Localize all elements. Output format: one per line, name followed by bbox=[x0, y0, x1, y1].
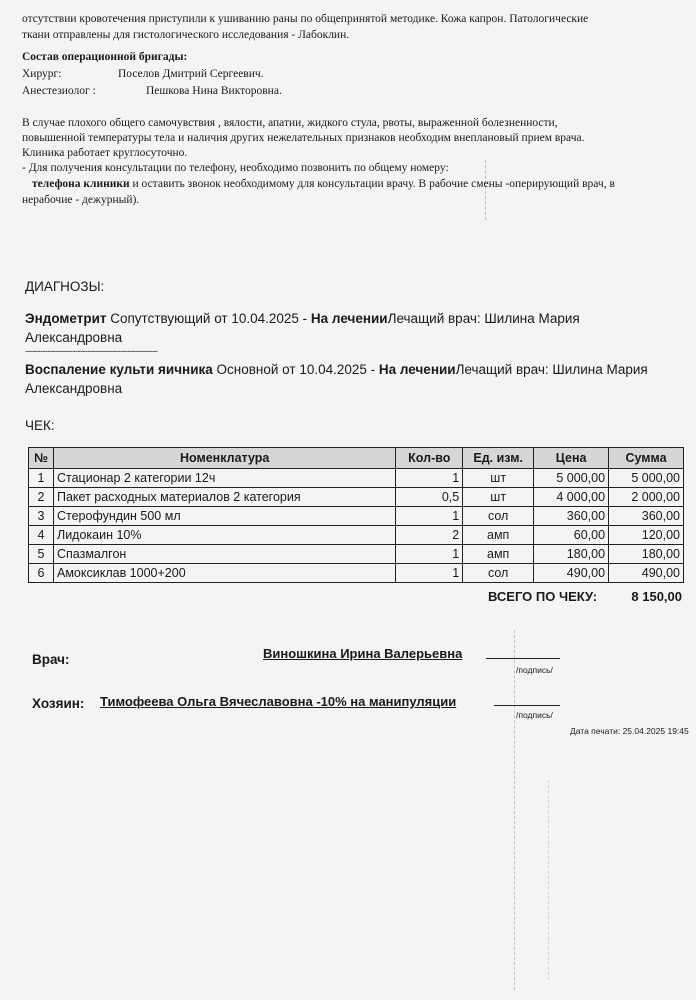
total-value: 8 150,00 bbox=[631, 589, 682, 604]
diagnosis-1-type: Сопутствующий от 10.04.2025 - bbox=[106, 311, 311, 326]
row-number: 5 bbox=[29, 545, 54, 564]
row-quantity: 1 bbox=[396, 545, 463, 564]
check-header-row bbox=[29, 448, 684, 469]
row-sum: 2 000,00 bbox=[609, 488, 684, 507]
col-sum: Сумма bbox=[609, 448, 684, 469]
diagnosis-separator: ----------------------------------------------------- bbox=[25, 346, 158, 356]
diagnosis-2 bbox=[25, 359, 648, 380]
col-price: Цена bbox=[534, 448, 609, 469]
table-row bbox=[29, 526, 684, 545]
row-price: 5 000,00 bbox=[534, 469, 609, 488]
row-unit: сол bbox=[463, 564, 534, 583]
diagnosis-2-doctor: Лечащий врач: Шилина Мария bbox=[455, 362, 648, 377]
row-item: Амоксиклав 1000+200 bbox=[53, 564, 395, 583]
fold-mark bbox=[514, 630, 515, 990]
notice-line-3: Клиника работает круглосуточно. bbox=[22, 147, 188, 159]
surgeon-label: Хирург: bbox=[22, 68, 62, 80]
col-number: № bbox=[29, 448, 54, 469]
row-item: Стационар 2 категории 12ч bbox=[53, 469, 395, 488]
row-number: 3 bbox=[29, 507, 54, 526]
row-sum: 490,00 bbox=[609, 564, 684, 583]
notice-line-5 bbox=[32, 177, 615, 192]
fold-mark bbox=[548, 780, 549, 980]
diagnosis-2-status: На лечении bbox=[378, 362, 456, 377]
row-number: 4 bbox=[29, 526, 54, 545]
owner-signature-line bbox=[494, 705, 560, 706]
print-date: Дата печати: 25.04.2025 19:45 bbox=[570, 726, 689, 736]
row-unit: шт bbox=[463, 488, 534, 507]
table-row bbox=[29, 469, 684, 488]
doctor-signature-caption: /подпись/ bbox=[516, 665, 553, 675]
team-heading: Состав операционной бригады: bbox=[22, 51, 188, 63]
col-quantity: Кол-во bbox=[396, 448, 463, 469]
row-sum: 180,00 bbox=[609, 545, 684, 564]
row-quantity: 1 bbox=[396, 469, 463, 488]
row-unit: амп bbox=[463, 545, 534, 564]
diagnosis-2-name: Воспаление культи яичника bbox=[25, 362, 213, 377]
col-unit: Ед. изм. bbox=[463, 448, 534, 469]
check-table bbox=[28, 447, 684, 583]
table-row bbox=[29, 507, 684, 526]
row-price: 180,00 bbox=[534, 545, 609, 564]
row-item: Стерофундин 500 мл bbox=[53, 507, 395, 526]
table-row bbox=[29, 488, 684, 507]
doctor-label: Врач: bbox=[32, 652, 70, 667]
row-quantity: 0,5 bbox=[396, 488, 463, 507]
diagnosis-1-doctor-cont: Александровна bbox=[25, 330, 123, 345]
table-row bbox=[29, 564, 684, 583]
notice-line-4: - Для получения консультации по телефону, необходимо позвонить по общему номеру: bbox=[22, 162, 449, 174]
row-price: 60,00 bbox=[534, 526, 609, 545]
owner-label: Хозяин: bbox=[32, 696, 85, 711]
diagnosis-1 bbox=[25, 308, 580, 329]
intro-line-1: отсутствии кровотечения приступили к ушиванию раны по общепринятой методике. Кожа капрон. Патологические bbox=[22, 13, 589, 25]
diagnosis-1-doctor: Лечащий врач: Шилина Мария bbox=[387, 311, 580, 326]
clinic-phone-label: телефона клиники bbox=[32, 178, 130, 190]
diagnoses-heading: ДИАГНОЗЫ: bbox=[25, 279, 105, 294]
diagnosis-2-type: Основной от 10.04.2025 - bbox=[212, 362, 379, 377]
row-quantity: 1 bbox=[396, 507, 463, 526]
row-unit: амп bbox=[463, 526, 534, 545]
total-label: ВСЕГО ПО ЧЕКУ: bbox=[488, 589, 598, 604]
row-unit: сол bbox=[463, 507, 534, 526]
diagnosis-2-doctor-cont: Александровна bbox=[25, 381, 123, 396]
notice-line-2: повышенной температуры тела и наличия других нежелательных признаков необходим внеплановый прием врача. bbox=[22, 132, 585, 144]
row-item: Пакет расходных материалов 2 категория bbox=[53, 488, 395, 507]
row-price: 4 000,00 bbox=[534, 488, 609, 507]
doctor-signature-line bbox=[486, 658, 560, 659]
notice-line-6: нерабочие - дежурный). bbox=[22, 194, 140, 206]
notice-line-1: В случае плохого общего самочувствия , вялости, апатии, жидкого стула, рвоты, выраженной болезненности, bbox=[22, 117, 558, 129]
row-unit: шт bbox=[463, 469, 534, 488]
row-number: 6 bbox=[29, 564, 54, 583]
intro-line-2: ткани отправлены для гистологического исследования - Лабоклин. bbox=[22, 29, 350, 41]
diagnosis-1-status: На лечении bbox=[310, 311, 388, 326]
row-number: 1 bbox=[29, 469, 54, 488]
fold-mark bbox=[485, 160, 486, 220]
anesthesiologist-label: Анестезиолог : bbox=[22, 85, 96, 97]
col-nomenclature: Номенклатура bbox=[53, 448, 395, 469]
row-sum: 360,00 bbox=[609, 507, 684, 526]
surgeon-name: Поселов Дмитрий Сергеевич. bbox=[118, 68, 264, 80]
row-sum: 5 000,00 bbox=[609, 469, 684, 488]
notice-line-5-rest: и оставить звонок необходимому для консультации врачу. В рабочие смены -оперирующий врач, в bbox=[129, 178, 615, 190]
row-quantity: 2 bbox=[396, 526, 463, 545]
row-quantity: 1 bbox=[396, 564, 463, 583]
row-sum: 120,00 bbox=[609, 526, 684, 545]
row-item: Лидокаин 10% bbox=[53, 526, 395, 545]
anesthesiologist-name: Пешкова Нина Викторовна. bbox=[146, 85, 282, 97]
row-item: Спазмалгон bbox=[53, 545, 395, 564]
owner-name: Тимофеева Ольга Вячеславовна -10% на манипуляции bbox=[100, 694, 457, 709]
check-heading: ЧЕК: bbox=[25, 418, 55, 433]
row-number: 2 bbox=[29, 488, 54, 507]
row-price: 490,00 bbox=[534, 564, 609, 583]
diagnosis-1-name: Эндометрит bbox=[25, 311, 107, 326]
table-row bbox=[29, 545, 684, 564]
owner-signature-caption: /подпись/ bbox=[516, 710, 553, 720]
doctor-name: Виношкина Ирина Валерьевна bbox=[263, 646, 463, 661]
row-price: 360,00 bbox=[534, 507, 609, 526]
